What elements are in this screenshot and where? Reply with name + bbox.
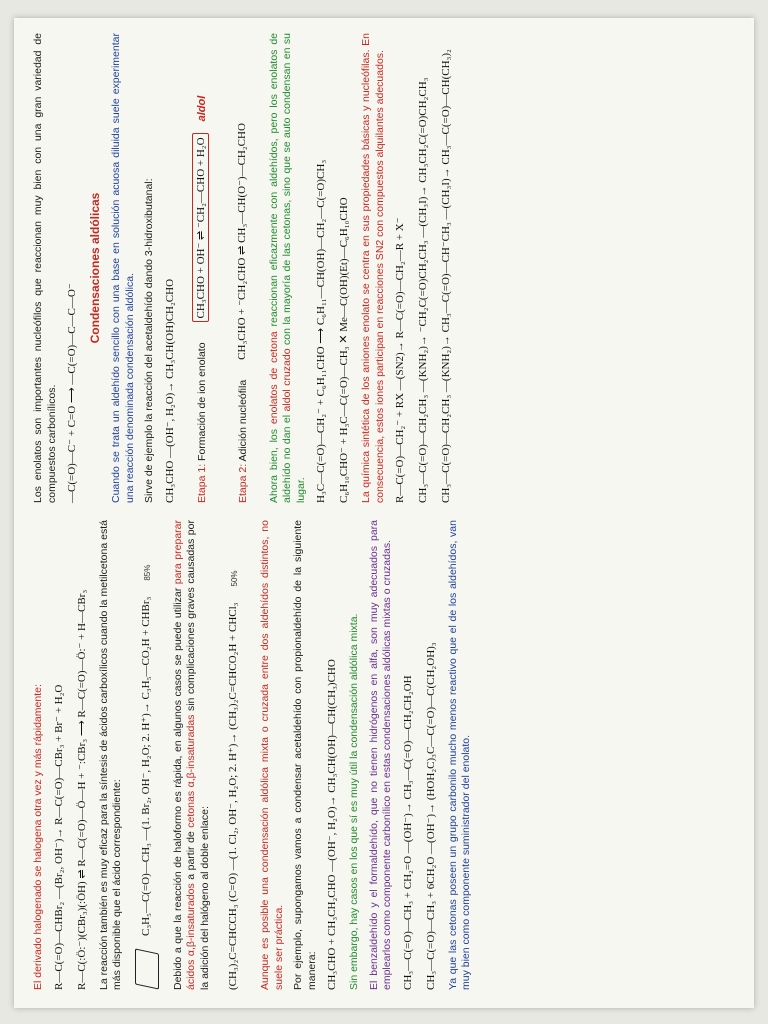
- paragraph-example: Por ejemplo, supongamos vamos a condensar acetaldehído con propionaldehído de la siguiente manera:: [292, 520, 318, 990]
- equation-enolate-addition: —C(=O)—C⁻ + C=O ⟶ —C(=O)—C—C—O⁻: [66, 283, 78, 503]
- paragraph-ketones: Ya que las cetonas poseen un grupo carbonilo mucho menos reactivo que el de los aldehídos, van muy bien como componente suministrador del enolato.: [446, 520, 472, 990]
- yield-label: 50%: [230, 570, 239, 587]
- equation-alkylation-1: CH₃—C(=O)—CH₂CH₃ —(KNH₂)→ ⁻CH₂C(=O)CH₂CH₃ —(CH₃I)→ CH₃CH₂C(=O)CH₂CH₃: [417, 77, 429, 503]
- equation-ketone-enolate: H₃C—C(=O)—CH₂⁻ + C₆H₁₁CHO ⟶ C₆H₁₁—CH(OH)—CH₂—C(=O)CH₃: [315, 159, 327, 503]
- paragraph-aldol-example: Sirve de ejemplo la reacción del acetaldehído dando 3-hidroxibutanal:: [143, 178, 155, 503]
- equation-halogenation: R—C(=O)—CHBr₂ —(Br₂, OH⁻)→ R—C(=O)—CBr₃ + Br⁻ + H₂O: [52, 684, 65, 990]
- aldol-annotation: aldol: [196, 95, 208, 122]
- paragraph-carboxylic-synthesis: La reacción también es muy eficaz para la síntesis de ácidos carboxílicos cuando la metilcetona está más disponible que el ácido correspondiente:: [97, 520, 123, 990]
- equation-haloform-mechanism: R—C(:Ö:⁻)(CBr₃)(:ÖH) ⇌ R—C(=O)—Ö—H + ⁻:CBr₃ ⟶ R—C(=O)—Ö:⁻ + H—CBr₃: [75, 589, 88, 990]
- stage-1-label: Etapa 1: Formación de ion enolato: [196, 342, 208, 503]
- cyclopropyl-ring-icon: [135, 948, 159, 989]
- equation-aldol: CH₃CHO —(OH⁻, H₂O)→ CH₃CH(OH)CH₂CHO: [163, 278, 176, 503]
- paragraph-benzaldehyde: El benzaldehído y el formaldehído, que no tienen hidrógenos en alfa, son muy adecuados para emplearlos como componente carbonílico en estas condensaciones aldólicas mixtas o cruzadas.: [367, 520, 393, 990]
- paragraph-synthetic-chemistry: La química sintética de los aniones enolato se centra en sus propiedades básicas y nucleófilas. En consecuencia, estos iones participan en reacciones SN2 con compuestos alquilantes adecuados.: [360, 33, 386, 503]
- stage-2-label: Etapa 2: Adición nucleófila: [237, 379, 249, 503]
- paragraph-mixed-aldol: Aunque es posible una condensación aldólica mixta o cruzada entre dos aldehídos distintos, no suele ser práctica.: [259, 520, 285, 990]
- stage-1: [186, 33, 219, 503]
- rotated-sheet: [14, 18, 754, 1008]
- equation-crossed-aldol: CH₃CHO + CH₃CH₂CHO —(OH⁻, H₂O)→ CH₃CH(OH)—CH(CH₃)CHO: [326, 659, 338, 990]
- section-heading-aldol: Condensaciones aldólicas: [88, 192, 102, 344]
- stage-2-equation: CH₃CHO + ⁻CH₂CHO ⇌ CH₃—CH(O⁻)—CH₂CHO: [235, 123, 248, 360]
- right-column: [32, 33, 462, 503]
- equation-unsaturated: [220, 520, 249, 990]
- paragraph-useful-cases: Sin embargo, hay casos en los que sí es muy útil la condensación aldólica mixta.: [348, 613, 360, 990]
- equation-alkylation-2: CH₃—C(=O)—CH₂CH₃ —(KNH₂)→ CH₃—C(=O)—CH⁻CH₃ —(CH₃I)→ CH₃—C(=O)—CH(CH₃)₂: [440, 49, 452, 503]
- paragraph-aldol-intro: Cuando se trata un aldehído sencillo con una base en solución acuosa diluida suele experimentar una reacción denominada condensación aldólica.: [110, 33, 136, 503]
- equation-no-crossed-aldol: C₆H₁₀CHO⁻ + H₃C—C(=O)—CH₃ ✕ Me—C(OH)(Et)—C₆H₁₀CHO: [338, 197, 350, 503]
- yield-label: 85%: [142, 564, 152, 581]
- equation-text: C₃H₅—C(=O)—CH₃ —(1. Br₂, OH⁻, H₂O; 2. H⁺)→ C₃H₅—CO₂H + CHBr₃: [139, 596, 152, 936]
- stage-2: [229, 33, 258, 503]
- paragraph-halogenation: El derivado halogenado se halogena otra vez y más rápidamente:: [32, 684, 44, 990]
- equation-cyclopropyl: [133, 520, 162, 990]
- paragraph-ketone-enolates: Ahora bien, los enolatos de cetona reaccionan eficazmente con aldehídos, pero los enolatos de aldehído no dan el aldol cruzado con la mayoría de las cetonas, sino que se auto condensan en su lugar.: [267, 32, 307, 503]
- equation-formaldehyde-6: CH₃—C(=O)—CH₃ + 6CH₂O —(OH⁻)→ (HOH₂C)₃C—C(=O)—C(CH₂OH)₃: [424, 642, 437, 990]
- stage-1-equation: CH₃CHO + OH⁻ ⇌ ⁻CH₂—CHO + H₂O: [192, 133, 209, 322]
- paragraph-unsaturated: Debido a que la reacción de haloformo es rápida, en algunos casos se puede utilizar para preparar ácidos α,β-insaturados a partir de cetonas α,β-insaturadas sin complicaciones graves causadas por la adición del halógeno al doble enlace:: [171, 520, 211, 990]
- equation-formaldehyde-1: CH₃—C(=O)—CH₃ + CH₂=O —(OH⁻)→ CH₃—C(=O)—CH₂CH₂OH: [401, 675, 414, 990]
- left-column: [32, 520, 480, 990]
- equation-text: (CH₃)₂C=CHCCH₃ (C=O) —(1. Cl₂, OH⁻, H₂O; 2. H⁺)→ (CH₃)₂C=CHCO₂H + CHCl₃: [227, 602, 239, 990]
- document-page: [14, 18, 754, 1008]
- equation-sn2: R—C(=O)—CH₂⁻ + RX —(SN2)→ R—C(=O)—CH₂—R + X⁻: [394, 217, 406, 503]
- paragraph-enolates: Los enolatos son importantes nucleófilos que reaccionan muy bien con una gran variedad de compuestos carbonílicos.: [32, 33, 58, 503]
